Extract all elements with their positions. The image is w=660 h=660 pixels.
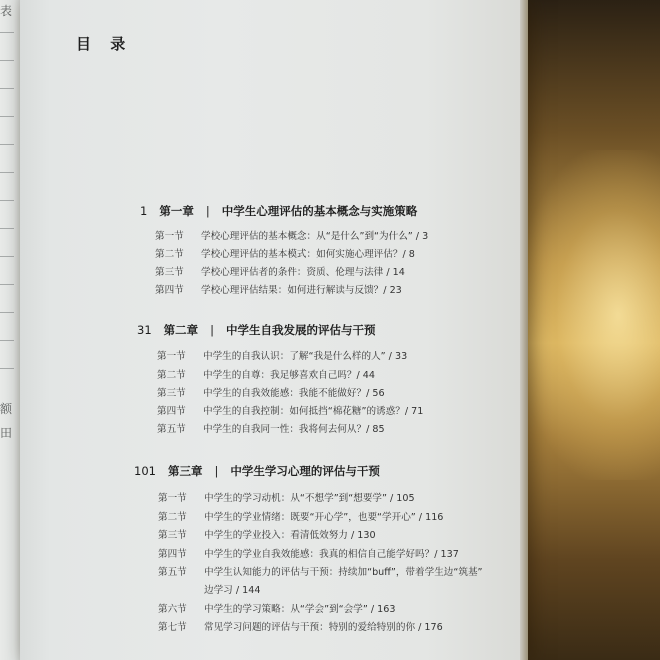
edge-fragment: 田 [0, 426, 13, 440]
section-label: 第三节 [155, 267, 184, 278]
section-text: 中学生的自我效能感：我能不能做好？/ 56 [203, 388, 385, 399]
section-text: 学校心理评估者的条件：资质、伦理与法律 / 14 [201, 267, 405, 278]
section-text: 中学生的学习策略：从“学会”到“会学” / 163 [204, 604, 396, 615]
section-label: 第三节 [157, 388, 186, 399]
chapter-label: 第二章 [163, 323, 199, 337]
section-text: 学校心理评估的基本概念：从“是什么”到“为什么” / 3 [201, 231, 429, 242]
section-entry [155, 264, 405, 278]
section-label: 第五节 [158, 567, 187, 578]
table-of-contents [20, 0, 525, 660]
ruled-line [0, 284, 14, 285]
ruled-line [0, 116, 14, 117]
ruled-line [0, 312, 14, 313]
section-label: 第六节 [158, 604, 187, 615]
background-light [520, 150, 660, 480]
section-label: 第四节 [155, 285, 184, 296]
section-label: 第二节 [155, 249, 184, 260]
section-entry [155, 228, 428, 242]
section-entry [158, 619, 443, 633]
chapter-title: 中学生学习心理的评估与干预 [230, 464, 380, 478]
chapter-label: 第一章 [159, 204, 194, 218]
section-entry [157, 367, 375, 381]
section-text: 中学生的自我认识：了解“我是什么样的人” / 33 [203, 351, 408, 362]
section-label: 第七节 [158, 622, 187, 633]
section-text: 学校心理评估结果：如何进行解读与反馈？/ 23 [201, 285, 402, 296]
ruled-line [0, 228, 14, 229]
chapter-separator: | [214, 464, 219, 478]
chapter-page-number: 101 [134, 464, 156, 478]
ruled-line [0, 256, 14, 257]
previous-page-edge [0, 0, 21, 660]
ruled-line [0, 60, 14, 61]
section-text: 中学生的自我同一性：我将何去何从？/ 85 [203, 424, 385, 435]
edge-fragment: 表 [0, 4, 13, 18]
section-text: 学校心理评估的基本模式：如何实施心理评估？/ 8 [201, 249, 415, 260]
ruled-line [0, 340, 14, 341]
book-page [20, 0, 525, 660]
section-entry [158, 564, 483, 578]
section-entry [158, 527, 376, 541]
edge-fragment: 额 [0, 402, 13, 416]
section-text: 中学生的学业自我效能感：我真的相信自己能学好吗？/ 137 [204, 549, 459, 560]
section-text: 中学生的自我控制：如何抵挡“棉花糖”的诱惑？/ 71 [203, 406, 424, 417]
section-label: 第二节 [157, 370, 186, 381]
section-entry [157, 403, 423, 417]
chapter-heading [140, 203, 417, 219]
chapter-heading [137, 322, 376, 338]
section-entry [155, 282, 402, 296]
chapter-title: 中学生心理评估的基本概念与实施策略 [221, 204, 418, 218]
page-title: 目 录 [76, 35, 133, 53]
section-entry [158, 546, 459, 560]
ruled-line [0, 144, 14, 145]
section-text: 常见学习问题的评估与干预：特别的爱给特别的你 / 176 [204, 622, 443, 633]
chapter-page-number: 1 [140, 204, 148, 218]
section-label: 第一节 [157, 351, 186, 362]
section-entry [157, 421, 385, 435]
ruled-line [0, 200, 14, 201]
ruled-line [0, 368, 14, 369]
page-edge [520, 0, 528, 660]
section-text: 中学生的学业投入：看清低效努力 / 130 [204, 530, 376, 541]
section-label: 第五节 [157, 424, 186, 435]
chapter-separator: | [205, 204, 210, 218]
section-text: 中学生的学习动机：从“不想学”到“想要学” / 105 [204, 493, 415, 504]
section-label: 第一节 [155, 231, 184, 242]
section-label: 第二节 [158, 512, 187, 523]
section-label: 第四节 [157, 406, 186, 417]
section-entry [158, 509, 443, 523]
section-text: 中学生认知能力的评估与干预：持续加“buff”，带着学生边“筑基” [204, 567, 483, 578]
ruled-line [0, 88, 14, 89]
chapter-title: 中学生自我发展的评估与干预 [226, 323, 376, 337]
section-text: 中学生的自尊：我足够喜欢自己吗？/ 44 [203, 370, 375, 381]
chapter-label: 第三章 [167, 464, 203, 478]
section-entry [157, 348, 407, 362]
section-label: 第三节 [158, 530, 187, 541]
section-label: 第一节 [158, 493, 187, 504]
section-text: 中学生的学业情绪：既要“开心学”，也要“学开心” / 116 [204, 512, 444, 523]
section-continuation: 边学习 / 144 [204, 585, 261, 596]
section-entry [155, 246, 415, 260]
chapter-page-number: 31 [137, 323, 152, 337]
chapter-heading [134, 463, 380, 479]
section-entry [158, 601, 395, 615]
section-entry [158, 490, 415, 504]
section-label: 第四节 [158, 549, 187, 560]
ruled-line [0, 32, 14, 33]
ruled-line [0, 172, 14, 173]
section-entry [157, 385, 385, 399]
chapter-separator: | [210, 323, 215, 337]
